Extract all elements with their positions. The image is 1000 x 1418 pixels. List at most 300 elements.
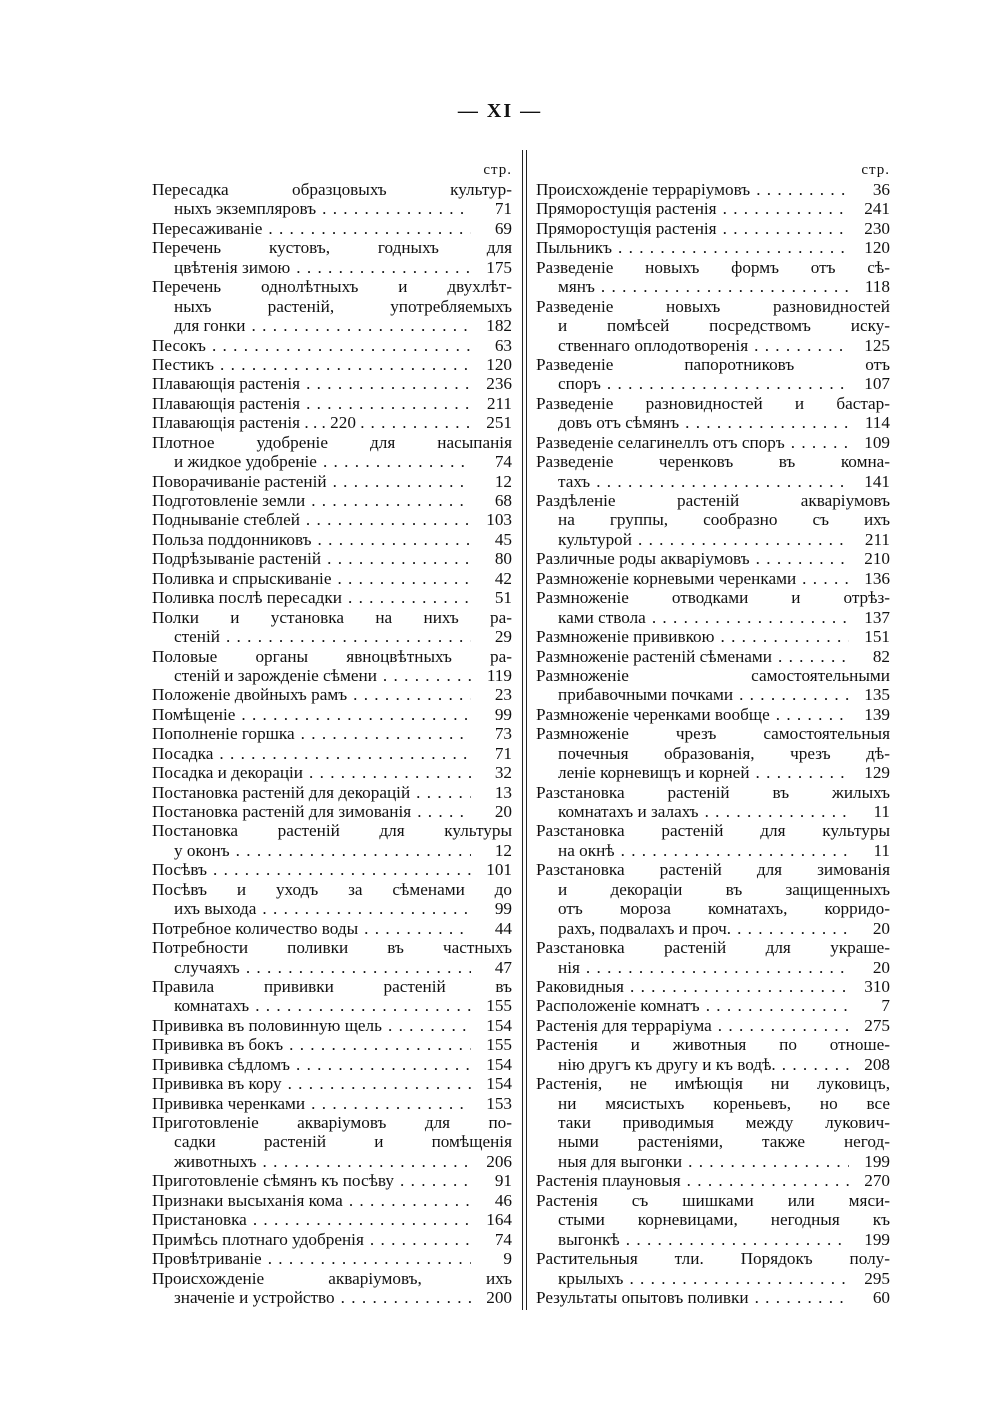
page-number: 42 bbox=[494, 568, 512, 588]
entry-text: Растенія, не имѣющія ни луковицъ, bbox=[536, 1074, 890, 1094]
index-entry bbox=[536, 977, 890, 996]
entry-text: таки приводимыя между лукович- bbox=[558, 1113, 890, 1132]
page-number: 199 bbox=[864, 1151, 890, 1171]
entry-text: Плотное удобреніе для насыпанія bbox=[152, 432, 512, 452]
page-number: 141 bbox=[864, 471, 890, 491]
entry-text: Размноженіе черенками вообще bbox=[536, 704, 770, 724]
entry-text: Размноженіе растеній сѣменами bbox=[536, 646, 772, 666]
page-number: 12 bbox=[494, 840, 512, 860]
leader-dots bbox=[300, 374, 471, 393]
entry-text: ныя для выгонки bbox=[558, 1151, 683, 1171]
index-column-right bbox=[536, 160, 890, 1307]
index-entry bbox=[152, 472, 512, 491]
index-entry bbox=[152, 413, 512, 432]
index-entry bbox=[152, 1249, 512, 1268]
leader-dots bbox=[312, 530, 471, 549]
page-number: 206 bbox=[486, 1151, 512, 1171]
entry-text: Половые органы явноцвѣтныхъ ра- bbox=[152, 646, 512, 666]
page-number: 241 bbox=[864, 199, 890, 219]
page-number: 295 bbox=[864, 1268, 890, 1288]
leader-dots bbox=[796, 569, 849, 588]
entry-text: Пряморостущія растенія bbox=[536, 218, 717, 238]
entry-text: Прививка сѣдломъ bbox=[152, 1054, 290, 1074]
index-entry bbox=[152, 1191, 512, 1210]
entry-text: Расположеніе комнатъ bbox=[536, 996, 700, 1016]
index-entry bbox=[152, 880, 512, 919]
leader-dots bbox=[623, 1269, 849, 1288]
page-number: 74 bbox=[494, 452, 512, 472]
page-number: 211 bbox=[486, 393, 512, 413]
index-entry bbox=[152, 277, 512, 335]
index-entry bbox=[152, 394, 512, 413]
page-number: 275 bbox=[864, 1015, 890, 1035]
entry-text: довъ отъ сѣмянъ bbox=[558, 413, 680, 433]
index-entry bbox=[536, 549, 890, 568]
page-number: 101 bbox=[486, 860, 512, 880]
entry-text: Полки и установка на нихъ ра- bbox=[152, 607, 512, 627]
entry-text: Раздѣленіе растеній акваріумовъ bbox=[536, 491, 890, 510]
page-number: 11 bbox=[873, 802, 890, 821]
entry-text: Прививка въ половинную щель bbox=[152, 1015, 382, 1035]
index-entry bbox=[152, 744, 512, 763]
entry-text: Размноженіе отводками и отрѣз- bbox=[536, 588, 890, 608]
entry-text: Растенія съ шишками или мяси- bbox=[536, 1190, 890, 1210]
entry-text: прибавочными почками bbox=[558, 685, 734, 705]
entry-text: Разстановка растеній въ жилыхъ bbox=[536, 782, 890, 802]
entry-text: отъ мороза комнатахъ, корридо- bbox=[558, 899, 890, 919]
entry-text: Результаты опытовъ поливки bbox=[536, 1287, 749, 1307]
entry-text: ихъ выхода bbox=[174, 899, 257, 919]
page-number: 199 bbox=[864, 1229, 890, 1249]
index-entry bbox=[152, 491, 512, 510]
page-number: 107 bbox=[864, 374, 890, 394]
index-entry bbox=[536, 860, 890, 938]
page-number: 63 bbox=[494, 335, 512, 355]
entry-text: Положеніе двойныхъ рамъ bbox=[152, 685, 348, 705]
leader-dots bbox=[240, 958, 471, 977]
leader-dots bbox=[682, 1152, 849, 1171]
leader-dots bbox=[377, 666, 471, 685]
entry-text: Постановка растеній для культуры bbox=[152, 821, 512, 841]
page-number: 29 bbox=[494, 627, 512, 647]
leader-dots bbox=[785, 433, 849, 452]
entry-text: случаяхъ bbox=[174, 957, 240, 977]
page-number: 47 bbox=[494, 957, 512, 977]
page-number: 51 bbox=[494, 588, 512, 608]
page-number: 120 bbox=[486, 354, 512, 374]
entry-text: культурой bbox=[558, 529, 632, 549]
leader-dots bbox=[256, 899, 471, 918]
entry-text: Происхожденіе акваріумовъ, ихъ bbox=[152, 1268, 512, 1288]
index-entry bbox=[152, 336, 512, 355]
entry-text: ныхъ растеній, употребляемыхъ bbox=[174, 296, 512, 316]
entry-text: Разведеніе новыхъ формъ отъ сѣ- bbox=[536, 257, 890, 277]
index-entry bbox=[152, 1210, 512, 1229]
entry-text: Пряморостущія растенія bbox=[536, 199, 717, 219]
leader-dots bbox=[342, 588, 471, 607]
entry-text: Растительныя тли. Порядокъ полу- bbox=[536, 1249, 890, 1269]
entry-text: Подрѣзываніе растеній bbox=[152, 549, 322, 569]
entry-text: Разведеніе разновидностей и бастар- bbox=[536, 393, 890, 413]
entry-text: цвѣтенія зимою bbox=[174, 257, 291, 277]
entry-text: Прививка черенками bbox=[152, 1093, 306, 1113]
index-entry bbox=[536, 647, 890, 666]
page-number: 251 bbox=[486, 413, 512, 433]
leader-dots bbox=[220, 627, 471, 646]
index-entry bbox=[152, 1016, 512, 1035]
leader-dots bbox=[410, 783, 471, 802]
entry-text: нію другъ къ другу и къ водѣ. bbox=[558, 1054, 776, 1074]
page-number: 99 bbox=[494, 704, 512, 724]
leader-dots bbox=[295, 724, 471, 743]
entry-text: Разстановка растеній для культуры bbox=[536, 821, 890, 841]
entry-text: ками ствола bbox=[558, 607, 646, 627]
index-entry bbox=[152, 821, 512, 860]
leader-dots bbox=[615, 841, 849, 860]
entry-text: Растенія для террарiума bbox=[536, 1015, 712, 1035]
entry-text: выгонкѣ bbox=[558, 1229, 620, 1249]
index-entry bbox=[536, 491, 890, 549]
leader-dots bbox=[321, 549, 471, 568]
entry-text: Потребное количество воды bbox=[152, 918, 359, 938]
leader-dots bbox=[235, 705, 471, 724]
leader-dots bbox=[343, 1191, 471, 1210]
page-number: 46 bbox=[494, 1190, 512, 1210]
leader-dots bbox=[317, 452, 471, 471]
index-entry bbox=[152, 355, 512, 374]
index-entry bbox=[152, 588, 512, 607]
index-entry bbox=[536, 1191, 890, 1249]
entry-text: Польза поддонниковъ bbox=[152, 529, 312, 549]
entry-text: Пыльникъ bbox=[536, 238, 613, 258]
entry-text: Постановка растеній для декорацій bbox=[152, 782, 411, 802]
page-number: 155 bbox=[486, 1035, 512, 1055]
leader-dots bbox=[316, 199, 471, 218]
leader-dots bbox=[206, 336, 471, 355]
leader-dots bbox=[590, 472, 849, 491]
leader-dots bbox=[624, 977, 849, 996]
entry-text: Размноженіе чрезъ самостоятельныя bbox=[536, 724, 890, 744]
index-entry bbox=[536, 588, 890, 627]
leader-dots bbox=[731, 919, 849, 938]
index-entry bbox=[152, 783, 512, 802]
entry-text: Пересадка образцовыхъ культур- bbox=[152, 180, 512, 199]
entry-text: Поднываніе стеблей bbox=[152, 510, 300, 530]
entry-text: Разстановка растеній для зимованія bbox=[536, 860, 890, 880]
index-entry bbox=[152, 1094, 512, 1113]
index-entry bbox=[152, 1035, 512, 1054]
index-entry bbox=[152, 724, 512, 743]
page-number: 211 bbox=[864, 529, 890, 549]
entry-text: Происхожденіе террарiумовъ bbox=[536, 180, 751, 199]
index-entry bbox=[152, 569, 512, 588]
entry-text: Размноженіе прививкою bbox=[536, 627, 715, 647]
entry-text: и жидкое удобреніе bbox=[174, 452, 317, 472]
page-number: 9 bbox=[503, 1249, 512, 1269]
leader-dots bbox=[282, 1074, 471, 1093]
page-number: 23 bbox=[494, 685, 512, 705]
leader-dots bbox=[750, 763, 849, 782]
index-entry bbox=[536, 1035, 890, 1074]
index-entry bbox=[536, 199, 890, 218]
entry-text: леніе корневищъ и корней bbox=[558, 763, 750, 783]
page-number: 137 bbox=[864, 607, 890, 627]
leader-dots bbox=[717, 199, 849, 218]
page-number: 164 bbox=[486, 1210, 512, 1230]
leader-dots bbox=[733, 685, 849, 704]
index-entry bbox=[536, 219, 890, 238]
index-entry bbox=[152, 647, 512, 686]
entry-text: крылыхъ bbox=[558, 1268, 624, 1288]
page-number: 154 bbox=[486, 1015, 512, 1035]
page-number: 103 bbox=[486, 510, 512, 530]
index-entry bbox=[536, 724, 890, 782]
entry-text: нія bbox=[558, 957, 580, 977]
leader-dots bbox=[750, 180, 849, 199]
leader-dots bbox=[358, 919, 471, 938]
entry-text: Посѣвъ bbox=[152, 860, 207, 880]
leader-dots bbox=[620, 1230, 849, 1249]
entry-text: для гонки bbox=[174, 316, 246, 336]
leader-dots bbox=[249, 996, 471, 1015]
entry-text: стеній bbox=[174, 627, 220, 647]
index-entry bbox=[536, 394, 890, 433]
column-divider bbox=[522, 150, 527, 1310]
entry-text: рахъ, подвалахъ и проч. bbox=[558, 918, 732, 938]
entry-text: Постановка растеній для зимованія bbox=[152, 802, 412, 821]
leader-dots bbox=[246, 316, 472, 335]
entry-text: и помѣсей посредствомъ иску- bbox=[558, 316, 890, 336]
index-entry bbox=[152, 1113, 512, 1171]
index-entry bbox=[536, 180, 890, 199]
entry-text: Подготовленіе земли bbox=[152, 491, 306, 510]
entry-text: Размноженіе самостоятельными bbox=[536, 665, 890, 685]
index-entry bbox=[536, 1074, 890, 1171]
index-entry bbox=[536, 1171, 890, 1190]
entry-text: тахъ bbox=[558, 471, 591, 491]
leader-dots bbox=[207, 860, 471, 879]
index-entry bbox=[536, 627, 890, 646]
index-entry bbox=[536, 705, 890, 724]
page-number: 310 bbox=[864, 976, 890, 996]
page-number: 71 bbox=[494, 743, 512, 763]
leader-dots bbox=[770, 705, 849, 724]
page-number: 68 bbox=[494, 491, 512, 510]
entry-text: Разведеніе новыхъ разновидностей bbox=[536, 296, 890, 316]
index-entry bbox=[152, 219, 512, 238]
leader-dots bbox=[303, 763, 471, 782]
page-number: 154 bbox=[486, 1054, 512, 1074]
entry-text: Пересаживаніе bbox=[152, 218, 263, 238]
index-entry bbox=[152, 802, 512, 821]
leader-dots bbox=[717, 219, 849, 238]
leader-dots bbox=[247, 1210, 471, 1229]
entry-text: Пополненіе горшка bbox=[152, 724, 295, 744]
entry-text: Перечень однолѣтныхъ и двухлѣт- bbox=[152, 277, 512, 297]
leader-dots bbox=[394, 1171, 471, 1190]
leader-dots bbox=[411, 802, 471, 821]
page-number: 136 bbox=[864, 568, 890, 588]
index-entry bbox=[152, 608, 512, 647]
entry-text: Примѣсь плотнаго удобренія bbox=[152, 1229, 364, 1249]
index-entry-list bbox=[152, 180, 512, 1307]
index-entry bbox=[152, 1171, 512, 1190]
index-entry bbox=[536, 996, 890, 1015]
leader-dots bbox=[679, 413, 849, 432]
leader-dots bbox=[646, 608, 849, 627]
leader-dots bbox=[214, 355, 471, 374]
page-number: 99 bbox=[494, 899, 512, 919]
page-number: 200 bbox=[486, 1287, 512, 1307]
entry-text: ственнаго оплодотворенія bbox=[558, 335, 749, 355]
index-entry bbox=[152, 705, 512, 724]
leader-dots bbox=[382, 1016, 471, 1035]
entry-text: Плавающія растенія bbox=[152, 393, 301, 413]
page-number: 36 bbox=[872, 180, 890, 199]
page-number: 13 bbox=[494, 782, 512, 802]
leader-dots bbox=[365, 413, 471, 432]
entry-text: Размноженіе корневыми черенками bbox=[536, 568, 797, 588]
entry-text: у оконъ bbox=[174, 840, 230, 860]
page-number: 80 bbox=[494, 549, 512, 569]
index-entry bbox=[536, 1288, 890, 1307]
entry-text: стыми корневицами, негодныя къ bbox=[558, 1210, 890, 1230]
page-number: 109 bbox=[864, 432, 890, 452]
entry-text: садки растеній и помѣщенія bbox=[174, 1132, 512, 1152]
index-entry bbox=[152, 549, 512, 568]
entry-text: Посѣвъ и уходъ за сѣменами до bbox=[152, 879, 512, 899]
page-number: 230 bbox=[864, 218, 890, 238]
index-entry bbox=[152, 238, 512, 277]
leader-dots bbox=[283, 1035, 471, 1054]
entry-text: Прививка въ бокъ bbox=[152, 1035, 284, 1055]
entry-text: Поливка и спрыскиваніе bbox=[152, 568, 332, 588]
page-number: 210 bbox=[864, 549, 890, 569]
page-column-header: стр. bbox=[861, 162, 890, 178]
index-entry bbox=[536, 666, 890, 705]
page-number: 182 bbox=[486, 316, 512, 336]
index-column-left bbox=[152, 160, 512, 1307]
entry-text: Пестикъ bbox=[152, 354, 215, 374]
leader-dots bbox=[595, 277, 849, 296]
entry-text: почечныя образованія, чрезъ дѣ- bbox=[558, 743, 890, 763]
entry-text: Различные роды акваріумовъ bbox=[536, 549, 750, 569]
index-entry bbox=[536, 355, 890, 394]
page-number: 69 bbox=[494, 218, 512, 238]
leader-dots bbox=[700, 996, 849, 1015]
leader-dots bbox=[632, 530, 849, 549]
entry-text: комнатахъ и залахъ bbox=[558, 802, 699, 821]
page-number: 45 bbox=[494, 529, 512, 549]
index-entry bbox=[152, 1230, 512, 1249]
page-number: 20 bbox=[872, 918, 890, 938]
index-entry bbox=[152, 374, 512, 393]
index-entry bbox=[152, 510, 512, 529]
entry-text: Пристановка bbox=[152, 1210, 247, 1230]
entry-text: Приготовленіе акваріумовъ для по- bbox=[152, 1113, 512, 1132]
leader-dots bbox=[749, 1288, 849, 1307]
index-entry-list bbox=[536, 180, 890, 1307]
index-entry bbox=[152, 938, 512, 977]
leader-dots bbox=[300, 394, 471, 413]
leader-dots bbox=[772, 647, 849, 666]
leader-dots bbox=[347, 685, 471, 704]
entry-text: Посадка и декораціи bbox=[152, 763, 303, 783]
entry-text: стеній и зарожденіе сѣмени bbox=[174, 665, 377, 685]
page-number: 129 bbox=[864, 763, 890, 783]
page-number: 11 bbox=[873, 840, 890, 860]
entry-text: Потребности поливки въ частныхъ bbox=[152, 938, 512, 958]
page-number: 44 bbox=[494, 918, 512, 938]
entry-text: Помѣщеніе bbox=[152, 704, 236, 724]
index-entry bbox=[536, 938, 890, 977]
index-entry bbox=[152, 433, 512, 472]
leader-dots bbox=[262, 1249, 471, 1268]
page-number: 153 bbox=[486, 1093, 512, 1113]
leader-dots bbox=[714, 627, 849, 646]
leader-dots bbox=[699, 802, 849, 821]
page-number: 91 bbox=[494, 1171, 512, 1191]
entry-text: Поливка послѣ пересадки bbox=[152, 588, 342, 608]
index-entry bbox=[536, 297, 890, 355]
page-number: 236 bbox=[486, 374, 512, 394]
index-entry bbox=[152, 685, 512, 704]
entry-text: ныхъ экземпляровъ bbox=[174, 199, 317, 219]
leader-dots bbox=[364, 1230, 471, 1249]
entry-text: ными растеніями, также негод- bbox=[558, 1132, 890, 1152]
index-entry bbox=[536, 569, 890, 588]
page-number: 20 bbox=[494, 802, 512, 821]
leader-dots bbox=[335, 1288, 471, 1307]
index-entry bbox=[536, 783, 890, 822]
leader-dots bbox=[612, 238, 849, 257]
entry-text: значеніе и устройство bbox=[174, 1287, 335, 1307]
entry-text: Признаки высыханія кома bbox=[152, 1190, 343, 1210]
page-number: 20 bbox=[872, 957, 890, 977]
page-number: 120 bbox=[864, 238, 890, 258]
page-number: 151 bbox=[864, 627, 890, 647]
leader-dots bbox=[331, 569, 471, 588]
page-column-header: стр. bbox=[483, 162, 512, 178]
page-number: 32 bbox=[494, 763, 512, 783]
leader-dots bbox=[327, 472, 471, 491]
page-number: 154 bbox=[486, 1074, 512, 1094]
entry-text: животныхъ bbox=[174, 1151, 257, 1171]
entry-text: Плавающія растенія bbox=[152, 374, 301, 394]
entry-text: Разстановка растеній для украше- bbox=[536, 938, 890, 958]
leader-dots bbox=[750, 549, 849, 568]
page-number: 208 bbox=[864, 1054, 890, 1074]
page-number: 74 bbox=[494, 1229, 512, 1249]
page-number: 125 bbox=[864, 335, 890, 355]
entry-text: на окнѣ bbox=[558, 840, 615, 860]
index-entry bbox=[152, 180, 512, 219]
leader-dots bbox=[681, 1171, 849, 1190]
index-entry bbox=[536, 1249, 890, 1288]
entry-text: Разведеніе селагинеллъ отъ споръ bbox=[536, 432, 785, 452]
index-entry bbox=[152, 860, 512, 879]
entry-text: и декораціи въ защищенныхъ bbox=[558, 879, 890, 899]
index-entry bbox=[536, 452, 890, 491]
entry-text: Растенія плауновыя bbox=[536, 1171, 681, 1191]
leader-dots bbox=[776, 1055, 849, 1074]
leader-dots bbox=[257, 1152, 471, 1171]
entry-text: Песокъ bbox=[152, 335, 206, 355]
leader-dots bbox=[213, 744, 471, 763]
index-entry bbox=[152, 1269, 512, 1308]
entry-text: Перечень кустовъ, годныхъ для bbox=[152, 238, 512, 258]
leader-dots bbox=[748, 336, 849, 355]
